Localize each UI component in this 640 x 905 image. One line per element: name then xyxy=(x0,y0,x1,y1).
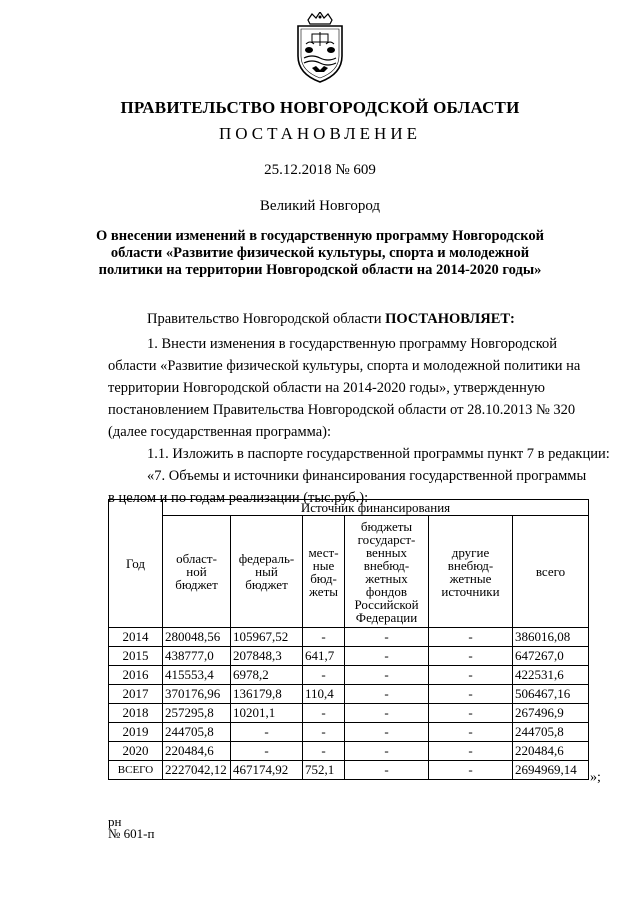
city: Великий Новгород xyxy=(259,198,381,214)
cell-funds: - xyxy=(345,666,429,685)
closing-quote: »; xyxy=(590,770,601,785)
cell-other: - xyxy=(429,666,513,685)
item1-line: постановлением Правительства Новгородской области от 28.10.2013 № 320 xyxy=(108,402,576,418)
item1-line: территории Новгородской области на 2014-2020 годы», утвержденную xyxy=(108,380,545,396)
cell-other: - xyxy=(429,761,513,780)
cell-federal: 6978,2 xyxy=(231,666,303,685)
item-1-1: 1.1. Изложить в паспорте государственной программы пункт 7 в редакции: xyxy=(147,446,610,462)
cell-year: 2020 xyxy=(109,742,163,761)
cell-local: 641,7 xyxy=(303,647,345,666)
cell-federal: 136179,8 xyxy=(231,685,303,704)
cell-regional: 370176,96 xyxy=(163,685,231,704)
item1-line: (далее государственная программа): xyxy=(108,424,332,440)
cell-local: - xyxy=(303,742,345,761)
resolves-prefix: Правительство Новгородской области xyxy=(147,311,386,327)
column-header-regional: област- ной бюджет xyxy=(163,516,231,628)
item1-line: области «Развитие физической культуры, спорта и молодежной политики на xyxy=(108,358,581,374)
table-body xyxy=(109,628,589,780)
cell-regional: 257295,8 xyxy=(163,704,231,723)
item1-line: 1. Внести изменения в государственную программу Новгородской xyxy=(147,336,558,352)
year-header: Год xyxy=(109,500,163,628)
cell-year: 2016 xyxy=(109,666,163,685)
cell-total: 2694969,14 xyxy=(513,761,589,780)
cell-regional: 244705,8 xyxy=(163,723,231,742)
cell-other: - xyxy=(429,647,513,666)
cell-regional: 280048,56 xyxy=(163,628,231,647)
cell-year: 2014 xyxy=(109,628,163,647)
table-row xyxy=(109,685,589,704)
resolves-keyword: ПОСТАНОВЛЯЕТ: xyxy=(385,311,515,327)
column-header-total: всего xyxy=(513,516,589,628)
cell-funds: - xyxy=(345,628,429,647)
cell-total: 267496,9 xyxy=(513,704,589,723)
table-row xyxy=(109,647,589,666)
cell-regional: 438777,0 xyxy=(163,647,231,666)
cell-funds: - xyxy=(345,685,429,704)
initials: рн xyxy=(108,814,122,829)
cell-total: 386016,08 xyxy=(513,628,589,647)
title-line: области «Развитие физической культуры, спорта и молодежной xyxy=(110,245,530,261)
cell-other: - xyxy=(429,742,513,761)
cell-local: - xyxy=(303,704,345,723)
cell-federal: - xyxy=(231,723,303,742)
cell-local: - xyxy=(303,723,345,742)
cell-local: - xyxy=(303,666,345,685)
column-header-other: другие внебюд- жетные источники xyxy=(429,516,513,628)
novgorod-coat-of-arms-icon xyxy=(290,12,350,84)
cell-total: 220484,6 xyxy=(513,742,589,761)
cell-year: 2018 xyxy=(109,704,163,723)
cell-total: 244705,8 xyxy=(513,723,589,742)
cell-other: - xyxy=(429,704,513,723)
title-line: политики на территории Новгородской области на 2014-2020 годы» xyxy=(98,262,542,278)
cell-year: ВСЕГО xyxy=(109,761,163,780)
table-row xyxy=(109,666,589,685)
cell-federal: 467174,92 xyxy=(231,761,303,780)
column-header-funds: бюджеты государст- венных внебюд- жетных фондов Российской Федерации xyxy=(345,516,429,628)
cell-local: 110,4 xyxy=(303,685,345,704)
cell-federal: 105967,52 xyxy=(231,628,303,647)
cell-funds: - xyxy=(345,647,429,666)
cell-funds: - xyxy=(345,723,429,742)
cell-federal: - xyxy=(231,742,303,761)
reference-number: № 601-п xyxy=(108,826,155,841)
column-header-federal: федераль- ный бюджет xyxy=(231,516,303,628)
title-line: О внесении изменений в государственную программу Новгородской xyxy=(96,228,544,244)
cell-year: 2015 xyxy=(109,647,163,666)
cell-local: - xyxy=(303,628,345,647)
cell-total: 422531,6 xyxy=(513,666,589,685)
date-number: 25.12.2018 № 609 xyxy=(264,162,376,178)
table-row xyxy=(109,704,589,723)
cell-year: 2019 xyxy=(109,723,163,742)
financing-table xyxy=(108,499,589,780)
document-type: ПОСТАНОВЛЕНИЕ xyxy=(218,124,421,143)
table-row xyxy=(109,761,589,780)
cell-year: 2017 xyxy=(109,685,163,704)
cell-regional: 2227042,12 xyxy=(163,761,231,780)
cell-total: 647267,0 xyxy=(513,647,589,666)
document-title xyxy=(0,228,640,279)
cell-funds: - xyxy=(345,761,429,780)
cell-federal: 10201,1 xyxy=(231,704,303,723)
cell-local: 752,1 xyxy=(303,761,345,780)
source-header: Источник финансирования xyxy=(163,500,589,516)
cell-other: - xyxy=(429,628,513,647)
cell-other: - xyxy=(429,723,513,742)
table-row xyxy=(109,628,589,647)
resolves-paragraph xyxy=(147,311,515,328)
cell-federal: 207848,3 xyxy=(231,647,303,666)
table-row xyxy=(109,742,589,761)
cell-total: 506467,16 xyxy=(513,685,589,704)
cell-other: - xyxy=(429,685,513,704)
quote-line: «7. Объемы и источники финансирования государственной программы xyxy=(147,468,587,484)
quote-line: в целом и по годам реализации (тыс.руб.): xyxy=(108,490,369,506)
cell-funds: - xyxy=(345,704,429,723)
cell-funds: - xyxy=(345,742,429,761)
column-header-local: мест- ные бюд- жеты xyxy=(303,516,345,628)
cell-regional: 220484,6 xyxy=(163,742,231,761)
table-row xyxy=(109,723,589,742)
organization-name: ПРАВИТЕЛЬСТВО НОВГОРОДСКОЙ ОБЛАСТИ xyxy=(120,98,520,117)
cell-regional: 415553,4 xyxy=(163,666,231,685)
